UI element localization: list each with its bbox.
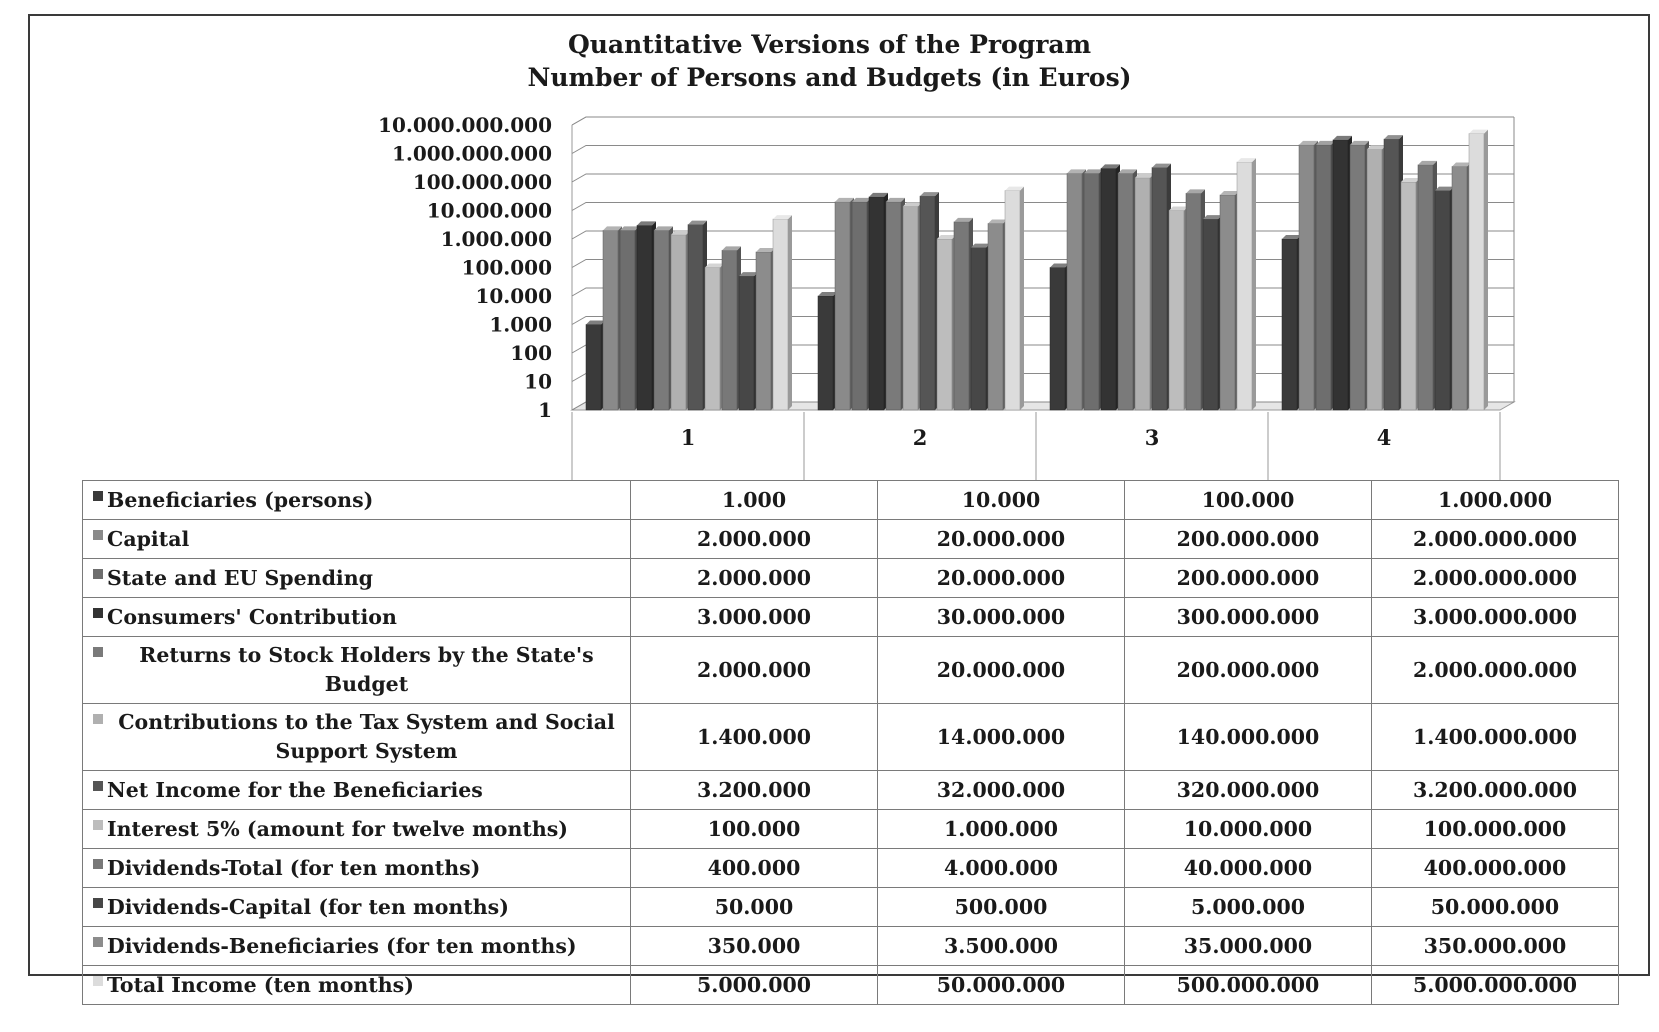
bar [1299, 145, 1314, 410]
series-label-cell [83, 966, 631, 1005]
data-value: 3.000.000 [631, 598, 878, 637]
series-name: Beneficiaries (persons) [107, 487, 374, 512]
data-value: 200.000.000 [1125, 520, 1372, 559]
data-value: 1.000.000 [878, 810, 1125, 849]
y-tick-label: 100.000 [461, 255, 552, 280]
y-tick-label: 100 [510, 341, 552, 365]
table-row [83, 481, 1619, 520]
bar-side [1252, 158, 1256, 410]
bar [1169, 211, 1184, 411]
data-value: 50.000 [631, 888, 878, 927]
bar [1220, 195, 1235, 410]
bar-side [1484, 130, 1488, 410]
bar [773, 219, 788, 410]
bar [1203, 219, 1218, 410]
data-value: 20.000.000 [878, 520, 1125, 559]
bar [1350, 145, 1365, 410]
bar [1152, 168, 1167, 410]
data-value: 320.000.000 [1125, 771, 1372, 810]
bar [671, 235, 686, 410]
data-value: 30.000.000 [878, 598, 1125, 637]
table-row [83, 559, 1619, 598]
bar [1005, 191, 1020, 410]
bar [852, 202, 867, 410]
y-tick-label: 1.000 [489, 312, 552, 337]
bar [1237, 162, 1252, 410]
series-name: Returns to Stock Holders by the State's Budget [139, 643, 594, 696]
series-name: State and EU Spending [107, 565, 373, 590]
bar [1282, 239, 1297, 410]
data-value: 1.000 [631, 481, 878, 520]
data-value: 14.000.000 [878, 704, 1125, 771]
legend-swatch [93, 976, 103, 986]
bar [1452, 166, 1467, 410]
bar [1367, 149, 1382, 410]
bar [1186, 193, 1201, 410]
bar [722, 250, 737, 410]
series-label-cell [83, 888, 631, 927]
table-row [83, 927, 1619, 966]
category-label: 4 [1376, 425, 1392, 450]
bar [637, 225, 652, 410]
bar [620, 230, 635, 410]
series-label-cell [83, 810, 631, 849]
bar [954, 222, 969, 410]
category-label: 3 [1144, 425, 1160, 450]
bar [1384, 139, 1399, 410]
series-label-cell [83, 637, 631, 704]
series-name: Consumers' Contribution [107, 604, 397, 629]
bar [1050, 268, 1065, 411]
bar [869, 197, 884, 410]
series-name: Dividends-Beneficiaries (for ten months) [107, 933, 577, 958]
bar [1135, 178, 1150, 410]
chart-title: Quantitative Versions of the Program [567, 30, 1092, 59]
series-label-cell [83, 559, 631, 598]
bar [756, 252, 771, 410]
y-tick-label: 10.000.000.000 [378, 113, 552, 137]
series-label-cell [83, 598, 631, 637]
series-label-cell [83, 849, 631, 888]
legend-swatch [93, 530, 103, 540]
data-value: 500.000 [878, 888, 1125, 927]
category-label: 2 [912, 425, 928, 450]
bar [654, 230, 669, 410]
series-label-cell [83, 771, 631, 810]
data-table [82, 480, 1619, 1005]
data-value: 3.000.000.000 [1372, 598, 1619, 637]
data-value: 3.200.000.000 [1372, 771, 1619, 810]
data-value: 40.000.000 [1125, 849, 1372, 888]
data-value: 100.000 [631, 810, 878, 849]
bar [1418, 165, 1433, 410]
bar-side [1020, 187, 1024, 410]
table-row [83, 771, 1619, 810]
data-value: 5.000.000 [1125, 888, 1372, 927]
data-value: 1.400.000.000 [1372, 704, 1619, 771]
data-value: 3.500.000 [878, 927, 1125, 966]
bar [1333, 140, 1348, 410]
series-label-cell [83, 481, 631, 520]
data-value: 10.000.000 [1125, 810, 1372, 849]
table-row [83, 598, 1619, 637]
table-row [83, 637, 1619, 704]
series-name: Capital [107, 526, 190, 551]
data-value: 2.000.000 [631, 520, 878, 559]
legend-swatch [93, 491, 103, 501]
bar [920, 196, 935, 410]
bar [835, 202, 850, 410]
table-row [83, 966, 1619, 1005]
bar [886, 202, 901, 410]
data-value: 32.000.000 [878, 771, 1125, 810]
bar [1084, 173, 1099, 410]
data-value: 5.000.000 [631, 966, 878, 1005]
bar [1316, 145, 1331, 410]
y-tick-label: 100.000.000 [412, 170, 552, 194]
data-value: 300.000.000 [1125, 598, 1372, 637]
data-value: 140.000.000 [1125, 704, 1372, 771]
bar [1067, 173, 1082, 410]
series-label-cell [83, 927, 631, 966]
bar [1469, 134, 1484, 410]
data-value: 400.000.000 [1372, 849, 1619, 888]
legend-swatch [93, 820, 103, 830]
data-value: 350.000 [631, 927, 878, 966]
series-name: Interest 5% (amount for twelve months) [107, 816, 568, 841]
table-row [83, 810, 1619, 849]
series-name: Dividends-Total (for ten months) [107, 855, 481, 880]
y-tick-label: 1 [538, 398, 552, 422]
data-value: 200.000.000 [1125, 559, 1372, 598]
bar [586, 325, 601, 411]
legend-swatch [93, 647, 103, 657]
data-value: 2.000.000.000 [1372, 559, 1619, 598]
bar [971, 248, 986, 410]
data-value: 400.000 [631, 849, 878, 888]
data-value: 50.000.000 [878, 966, 1125, 1005]
category-label: 1 [680, 425, 696, 450]
data-value: 20.000.000 [878, 559, 1125, 598]
bar [818, 296, 833, 410]
bar [903, 206, 918, 410]
y-tick-label: 10 [524, 369, 552, 394]
y-tick-label: 1.000.000.000 [391, 141, 552, 166]
data-value: 50.000.000 [1372, 888, 1619, 927]
data-value: 1.000.000 [1372, 481, 1619, 520]
data-value: 500.000.000 [1125, 966, 1372, 1005]
y-tick-label: 1.000.000 [440, 227, 552, 251]
data-value: 3.200.000 [631, 771, 878, 810]
series-label-cell [83, 704, 631, 771]
data-value: 200.000.000 [1125, 637, 1372, 704]
legend-swatch [93, 781, 103, 791]
bar [988, 223, 1003, 410]
table-row [83, 888, 1619, 927]
y-tick-label: 10.000 [475, 284, 552, 308]
data-value: 100.000 [1125, 481, 1372, 520]
bar [705, 268, 720, 411]
gridline [572, 117, 1514, 125]
bar [1435, 191, 1450, 410]
data-value: 2.000.000 [631, 559, 878, 598]
series-name: Dividends-Capital (for ten months) [107, 894, 509, 919]
data-value: 4.000.000 [878, 849, 1125, 888]
data-value: 350.000.000 [1372, 927, 1619, 966]
chart-plot [0, 0, 1659, 480]
data-value: 2.000.000 [631, 637, 878, 704]
bar [1401, 182, 1416, 410]
y-tick-label: 10.000.000 [426, 198, 552, 223]
series-name: Net Income for the Beneficiaries [107, 777, 483, 802]
table-row [83, 849, 1619, 888]
data-value: 20.000.000 [878, 637, 1125, 704]
data-value: 5.000.000.000 [1372, 966, 1619, 1005]
legend-swatch [93, 608, 103, 618]
legend-swatch [93, 898, 103, 908]
table-row [83, 520, 1619, 559]
bar [688, 225, 703, 410]
bar [603, 230, 618, 410]
table-row [83, 704, 1619, 771]
legend-swatch [93, 937, 103, 947]
bar [1101, 168, 1116, 410]
series-name: Total Income (ten months) [107, 972, 414, 997]
data-value: 1.400.000 [631, 704, 878, 771]
legend-swatch [93, 569, 103, 579]
legend-swatch [93, 859, 103, 869]
series-label-cell [83, 520, 631, 559]
legend-swatch [93, 714, 103, 724]
chart-subtitle: Number of Persons and Budgets (in Euros) [527, 63, 1132, 92]
data-value: 2.000.000.000 [1372, 637, 1619, 704]
bar-side [788, 215, 792, 410]
bar [937, 239, 952, 410]
data-value: 35.000.000 [1125, 927, 1372, 966]
bar [1118, 173, 1133, 410]
data-value: 100.000.000 [1372, 810, 1619, 849]
data-value: 2.000.000.000 [1372, 520, 1619, 559]
data-value: 10.000 [878, 481, 1125, 520]
series-name: Contributions to the Tax System and Social Support System [118, 710, 615, 763]
bar [739, 276, 754, 410]
